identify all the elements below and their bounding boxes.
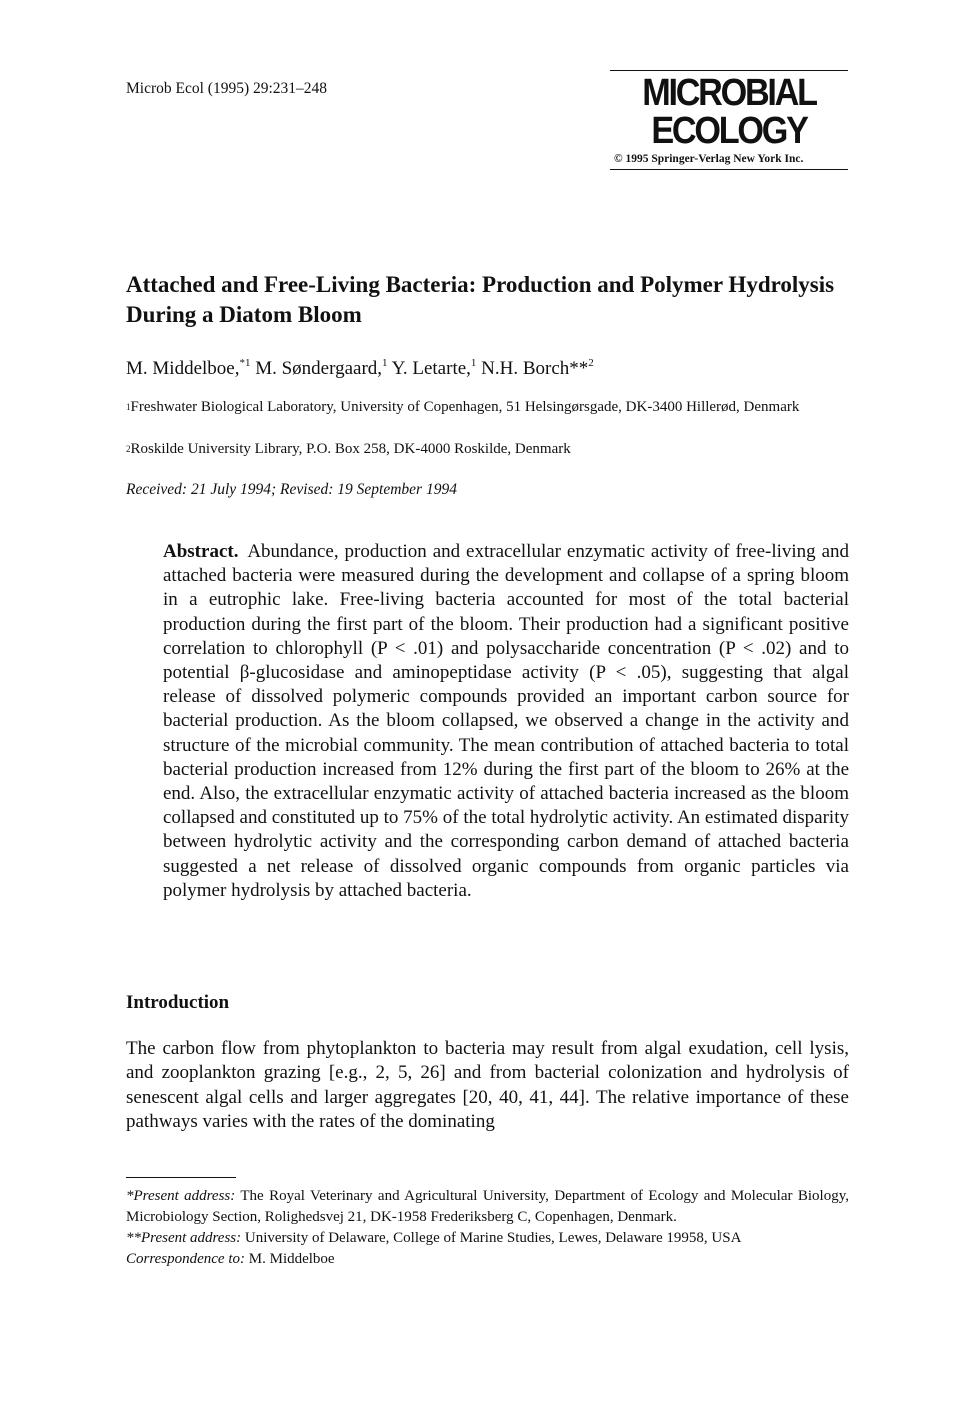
- abstract: [163, 540, 849, 903]
- footnote-label: **Present address:: [126, 1230, 242, 1246]
- journal-citation: Microb Ecol (1995) 29:231–248: [126, 80, 328, 97]
- article-title: Attached and Free-Living Bacteria: Production and Polymer Hydrolysis During a Diatom Bloom: [126, 272, 835, 327]
- affiliation-text: Roskilde University Library, P.O. Box 258, DK-4000 Roskilde, Denmark: [130, 441, 571, 457]
- author-mark: *1: [239, 357, 251, 369]
- logo-rule-bottom: [610, 169, 848, 170]
- footnotes: [126, 1186, 849, 1270]
- journal-name-line1: MICROBIAL: [642, 72, 816, 114]
- footnote-label: *Present address:: [126, 1188, 236, 1204]
- journal-logo: [610, 70, 848, 170]
- abstract-label: Abstract.: [163, 541, 239, 562]
- logo-rule-top: [610, 70, 848, 71]
- journal-name-line2: ECOLOGY: [651, 110, 807, 152]
- footnote-label: Correspondence to:: [126, 1251, 246, 1267]
- author-mark: 1: [470, 357, 477, 369]
- author-name: N.H. Borch**: [476, 358, 589, 379]
- copyright-notice: © 1995 Springer-Verlag New York Inc.: [614, 153, 804, 165]
- introduction-paragraph: The carbon flow from phytoplankton to bacteria may result from algal exudation, cell lysis, and zooplankton grazing [e.g., 2, 5, 26] and from bacterial colonization and hydrolysis of senescent algal cells and larger aggregates [20, 40, 41, 44]. The relative importance of these pathways varies with the rates of the dominating: [126, 1038, 849, 1132]
- affiliation-mark: 2: [126, 444, 131, 454]
- footnote-text: M. Middelboe: [245, 1251, 335, 1267]
- footnote-rule: [126, 1177, 236, 1178]
- author-mark: 2: [588, 357, 594, 369]
- author-mark: 1: [382, 357, 388, 369]
- footnote-text: University of Delaware, College of Marine Studies, Lewes, Delaware 19958, USA: [241, 1230, 742, 1246]
- section-heading-introduction: Introduction: [126, 992, 230, 1013]
- footnote-1: [126, 1186, 849, 1228]
- received-dates: Received: 21 July 1994; Revised: 19 September 1994: [126, 481, 457, 498]
- footnote-3: [126, 1249, 849, 1270]
- footnote-text: The Royal Veterinary and Agricultural University, Department of Ecology and Molecular Biology, Microbiology Section, Rolighedsvej 21, DK-1958 Frederiksberg C, Copenhagen, Denmark.: [126, 1188, 849, 1225]
- affiliation-1: [126, 397, 848, 418]
- affiliation-mark: 1: [126, 402, 131, 412]
- author-list: [126, 358, 594, 380]
- abstract-text: Abundance, production and extracellular enzymatic activity of free-living and attached bacteria were measured during the development and collapse of a spring bloom in a eutrophic lake. Free-living bacteria accounted for most of the total bacterial production during the first part of the bloom. Their production had a significant positive correlation to chlorophyll (P < .01) and polysaccharide concentration (P < .02) and to potential β-glucosidase and aminopeptidase activity (P < .05), suggesting that algal release of dissolved polymeric compounds provided an important carbon source for bacterial production. As the bloom collapsed, we observed a change in the activity and structure of the microbial community. The mean contribution of attached bacteria to total bacterial production increased from 12% during the first part of the bloom to 26% at the end. Also, the extracellular enzymatic activity of attached bacteria increased as the bloom collapsed and constituted up to 75% of the total hydrolytic activity. An estimated disparity between hydrolytic activity and the corresponding carbon demand of attached bacteria suggested a net release of dissolved organic compounds from organic particles via polymer hydrolysis by attached bacteria.: [163, 541, 849, 901]
- affiliation-text: Freshwater Biological Laboratory, University of Copenhagen, 51 Helsingørsgade, DK-3400 Hillerød, Denmark: [130, 399, 800, 415]
- author-name: Y. Letarte,: [387, 358, 471, 379]
- affiliation-2: [126, 439, 848, 460]
- author-name: M. Søndergaard,: [250, 358, 383, 379]
- footnote-2: [126, 1228, 849, 1249]
- author-name: M. Middelboe,: [126, 358, 240, 379]
